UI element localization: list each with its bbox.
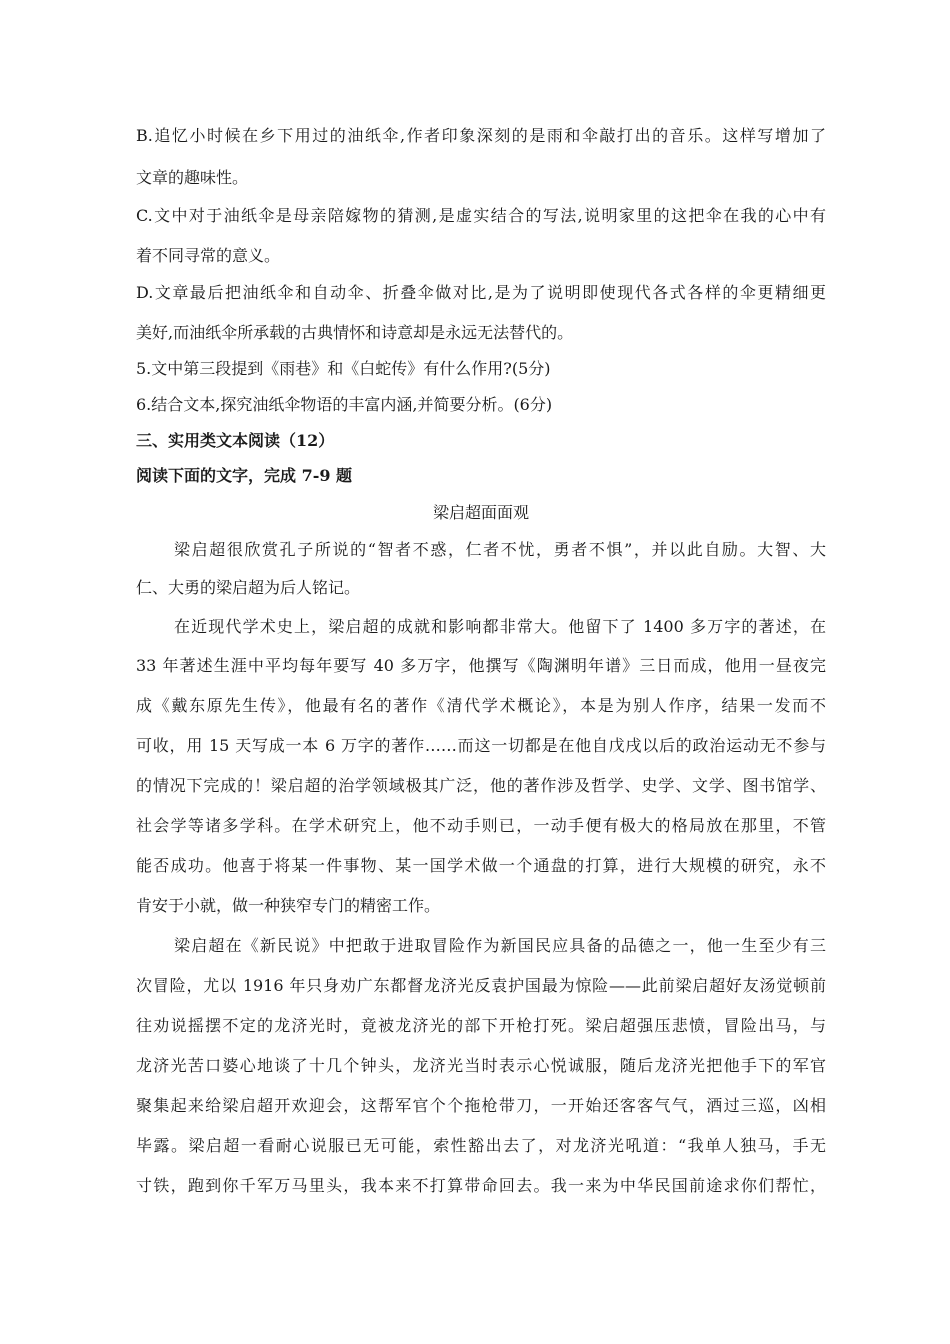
article-title: 梁启超面面观 <box>432 503 529 522</box>
paragraph-3-line-4: 龙济光苦口婆心地谈了十几个钟头，龙济光当时表示心悦诚服，随后龙济光把他手下的军官 <box>136 1056 826 1075</box>
option-c-line-1: C.文中对于油纸伞是母亲陪嫁物的猜测,是虚实结合的写法,说明家里的这把伞在我的心中有 <box>136 206 826 225</box>
paragraph-2-line-4: 可收，用 15 天写成一本 6 万字的著作……而这一切都是在他自戊戌以后的政治运动无不参与 <box>136 736 826 755</box>
reading-instruction: 阅读下面的文字，完成 7-9 题 <box>136 466 353 485</box>
option-b-line-1: B.追忆小时候在乡下用过的油纸伞,作者印象深刻的是雨和伞敲打出的音乐。这样写增加了 <box>136 126 826 145</box>
paragraph-1-line-2: 仁、大勇的梁启超为后人铭记。 <box>136 578 361 597</box>
paragraph-3-line-1: 梁启超在《新民说》中把敢于进取冒险作为新国民应具备的品德之一，他一生至少有三 <box>174 936 826 955</box>
question-5: 5.文中第三段提到《雨巷》和《白蛇传》有什么作用?(5分) <box>136 359 551 378</box>
paragraph-3-line-2: 次冒险，尤以 1916 年只身劝广东都督龙济光反袁护国最为惊险——此前梁启超好友汤觉顿前 <box>136 976 826 995</box>
paragraph-2-line-1: 在近现代学术史上，梁启超的成就和影响都非常大。他留下了 1400 多万字的著述，在 <box>174 617 826 636</box>
paragraph-3-line-3: 往劝说摇摆不定的龙济光时，竟被龙济光的部下开枪打死。梁启超强压悲愤，冒险出马，与 <box>136 1016 826 1035</box>
section-heading: 三、实用类文本阅读（12） <box>136 431 335 450</box>
paragraph-3-line-6: 毕露。梁启超一看耐心说服已无可能，索性豁出去了，对龙济光吼道：“我单人独马，手无 <box>136 1136 826 1155</box>
paragraph-2-line-7: 能否成功。他喜于将某一件事物、某一国学术做一个通盘的打算，进行大规模的研究，永不 <box>136 856 826 875</box>
option-d-line-2: 美好,而油纸伞所承载的古典情怀和诗意却是永远无法替代的。 <box>136 323 574 342</box>
paragraph-2-line-6: 社会学等诸多学科。在学术研究上，他不动手则已，一动手便有极大的格局放在那里，不管 <box>136 816 826 835</box>
paragraph-1-line-1: 梁启超很欣赏孔子所说的“智者不惑，仁者不忧，勇者不惧”，并以此自励。大智、大 <box>174 540 826 559</box>
paragraph-3-line-7: 寸铁，跑到你千军万马里头，我本来不打算带命回去。我一来为中华民国前途求你们帮忙， <box>136 1176 826 1195</box>
option-b-line-2: 文章的趣味性。 <box>136 168 249 187</box>
paragraph-3-line-5: 聚集起来给梁启超开欢迎会，这帮军官个个拖枪带刀，一开始还客客气气，酒过三巡，凶相 <box>136 1096 826 1115</box>
paragraph-2-line-8: 肯安于小就，做一种狭窄专门的精密工作。 <box>136 896 441 915</box>
paragraph-2-line-5: 的情况下完成的！梁启超的治学领域极其广泛，他的著作涉及哲学、史学、文学、图书馆学、 <box>136 776 826 795</box>
paragraph-2-line-2: 33 年著述生涯中平均每年要写 40 多万字，他撰写《陶渊明年谱》三日而成，他用一昼夜完 <box>136 656 826 675</box>
option-c-line-2: 着不同寻常的意义。 <box>136 246 281 265</box>
option-d-line-1: D.文章最后把油纸伞和自动伞、折叠伞做对比,是为了说明即使现代各式各样的伞更精细更 <box>136 283 826 302</box>
paragraph-2-line-3: 成《戴东原先生传》，他最有名的著作《清代学术概论》，本是为别人作序，结果一发而不 <box>136 696 826 715</box>
question-6: 6.结合文本,探究油纸伞物语的丰富内涵,并简要分析。(6分) <box>136 395 553 414</box>
